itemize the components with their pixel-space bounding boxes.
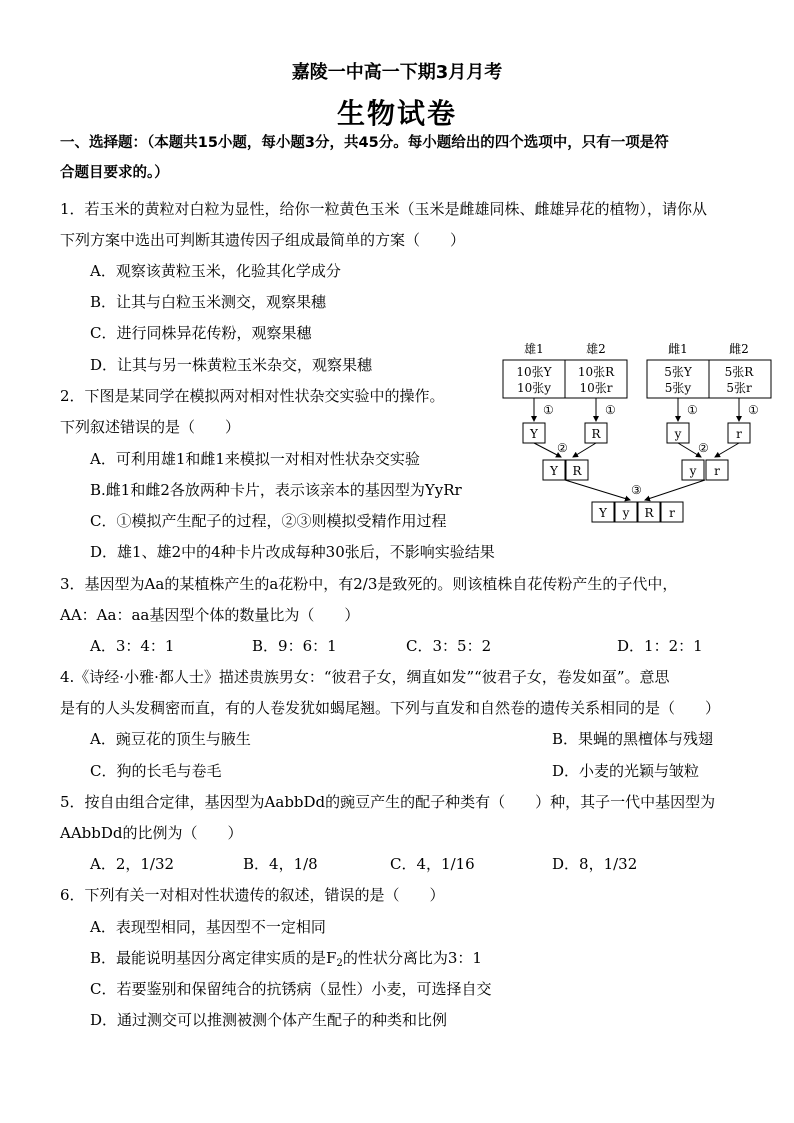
box-female1-line1: 5张Y	[664, 365, 692, 379]
q3-option-d: D．1：2：1	[617, 637, 703, 655]
step1-marker-b: ①	[605, 403, 616, 417]
q1-stem-line1: 1．若玉米的黄粒对白粒为显性，给你一粒黄色玉米（玉米是雌雄同株、雌雄异花的植物），请你从	[60, 200, 708, 218]
step3-marker: ③	[631, 483, 642, 497]
q5-option-c: C．4，1/16	[390, 855, 475, 873]
q2-option-a: A．可利用雄1和雌1来模拟一对相对性状杂交实验	[90, 450, 420, 468]
q4-stem-line1: 4.《诗经·小雅·都人士》描述贵族男女：“彼君子女，绸直如发”“彼君子女，卷发如虿”。意思	[60, 668, 670, 686]
box-male2-line1: 10张R	[577, 365, 615, 379]
q6-option-a: A．表现型相同，基因型不一定相同	[90, 918, 326, 936]
q6-option-b-pre: B．最能说明基因分离定律实质的是F	[90, 949, 337, 967]
card-draw-diagram	[490, 335, 790, 535]
pair-right-1: y	[689, 464, 697, 478]
q4-option-a: A．豌豆花的顶生与腋生	[90, 730, 251, 748]
box-male1-line1: 10张Y	[516, 365, 552, 379]
box-male1-line2: 10张y	[516, 381, 552, 395]
step1-marker-d: ①	[748, 403, 759, 417]
step2-marker-left: ②	[557, 441, 568, 455]
draw-female1: y	[674, 427, 682, 441]
q5-option-a: A．2，1/32	[90, 855, 175, 873]
q2-option-b: B.雌1和雌2各放两种卡片，表示该亲本的基因型为YyRr	[90, 481, 462, 499]
q6-option-b	[90, 948, 482, 974]
q3-option-a: A．3：4：1	[90, 637, 175, 655]
pair-left-1: Y	[550, 464, 558, 478]
q4-stem-line2: 是有的人头发稠密而直，有的人卷发犹如蝎尾翘。下列与直发和自然卷的遗传关系相同的是（ ）	[60, 699, 721, 717]
q1-option-d: D．让其与另一株黄粒玉米杂交，观察果穗	[90, 356, 373, 374]
box-female2-line2: 5张r	[726, 381, 752, 395]
draw-male1: Y	[530, 427, 538, 441]
step2-marker-right: ②	[698, 441, 709, 455]
pair-left-2: R	[572, 464, 582, 478]
q6-option-b-subscript: 2	[336, 958, 343, 969]
q4-option-c: C．狗的长毛与卷毛	[90, 762, 222, 780]
label-male1: 雄1	[524, 342, 544, 356]
section-heading-line1: 一、选择题：（本题共15小题，每小题3分，共45分。每小题给出的四个选项中，只有一项是符	[60, 135, 669, 151]
q4-option-d: D．小麦的光颖与皱粒	[552, 762, 700, 780]
q3-stem-line1: 3．基因型为Aa的某植株产生的a花粉中，有2/3是致死的。则该植株自花传粉产生的子代中，	[60, 575, 678, 593]
label-female1: 雌1	[668, 342, 688, 356]
q3-stem-line2: AA：Aa：aa基因型个体的数量比为（ ）	[60, 606, 360, 624]
q1-option-b: B．让其与白粒玉米测交，观察果穗	[90, 293, 327, 311]
step1-marker-c: ①	[687, 403, 698, 417]
draw-female2: r	[736, 427, 742, 441]
q1-stem-line2: 下列方案中选出可判断其遗传因子组成最简单的方案（ ）	[60, 231, 466, 249]
q3-option-c: C．3：5：2	[406, 637, 492, 655]
q2-option-c: C．①模拟产生配子的过程，②③则模拟受精作用过程	[90, 512, 447, 530]
final-3: R	[644, 506, 654, 520]
section-heading-line2: 合题目要求的。）	[60, 165, 169, 181]
box-female2-line1: 5张R	[724, 365, 754, 379]
q6-option-b-post: 的性状分离比为3：1	[342, 949, 482, 967]
label-female2: 雌2	[729, 342, 749, 356]
q3-option-b: B．9：6：1	[252, 637, 337, 655]
q5-option-d: D．8，1/32	[552, 855, 638, 873]
q1-option-c: C．进行同株异花传粉，观察果穗	[90, 324, 312, 342]
q2-stem-line1: 2．下图是某同学在模拟两对相对性状杂交实验中的操作。	[60, 387, 445, 405]
q6-stem: 6．下列有关一对相对性状遗传的叙述，错误的是（ ）	[60, 886, 445, 904]
q5-stem-line1: 5．按自由组合定律，基因型为AabbDd的豌豆产生的配子种类有（ ）种，其子一代中基因型为	[60, 793, 716, 811]
q5-stem-line2: AAbbDd的比例为（ ）	[60, 824, 243, 842]
final-1: Y	[599, 506, 607, 520]
step1-marker-a: ①	[543, 403, 554, 417]
q1-option-a: A．观察该黄粒玉米，化验其化学成分	[90, 262, 341, 280]
q2-option-d: D．雄1、雄2中的4种卡片改成每种30张后，不影响实验结果	[90, 543, 495, 561]
q2-stem-line2: 下列叙述错误的是（ ）	[60, 418, 241, 436]
box-female1-line2: 5张y	[664, 381, 692, 395]
q4-option-b: B．果蝇的黑檀体与残翅	[552, 730, 714, 748]
pair-right-2: r	[714, 464, 720, 478]
final-4: r	[669, 506, 675, 520]
draw-male2: R	[591, 427, 601, 441]
subject-title: 生物试卷	[336, 97, 457, 130]
q5-option-b: B．4，1/8	[243, 855, 318, 873]
q6-option-c: C．若要鉴别和保留纯合的抗锈病（显性）小麦，可选择自交	[90, 980, 492, 998]
q6-option-d: D．通过测交可以推测被测个体产生配子的种类和比例	[90, 1011, 448, 1029]
label-male2: 雄2	[586, 342, 606, 356]
final-2: y	[622, 506, 630, 520]
box-male2-line2: 10张r	[579, 381, 613, 395]
exam-title: 嘉陵一中高一下期3月月考	[291, 62, 503, 83]
